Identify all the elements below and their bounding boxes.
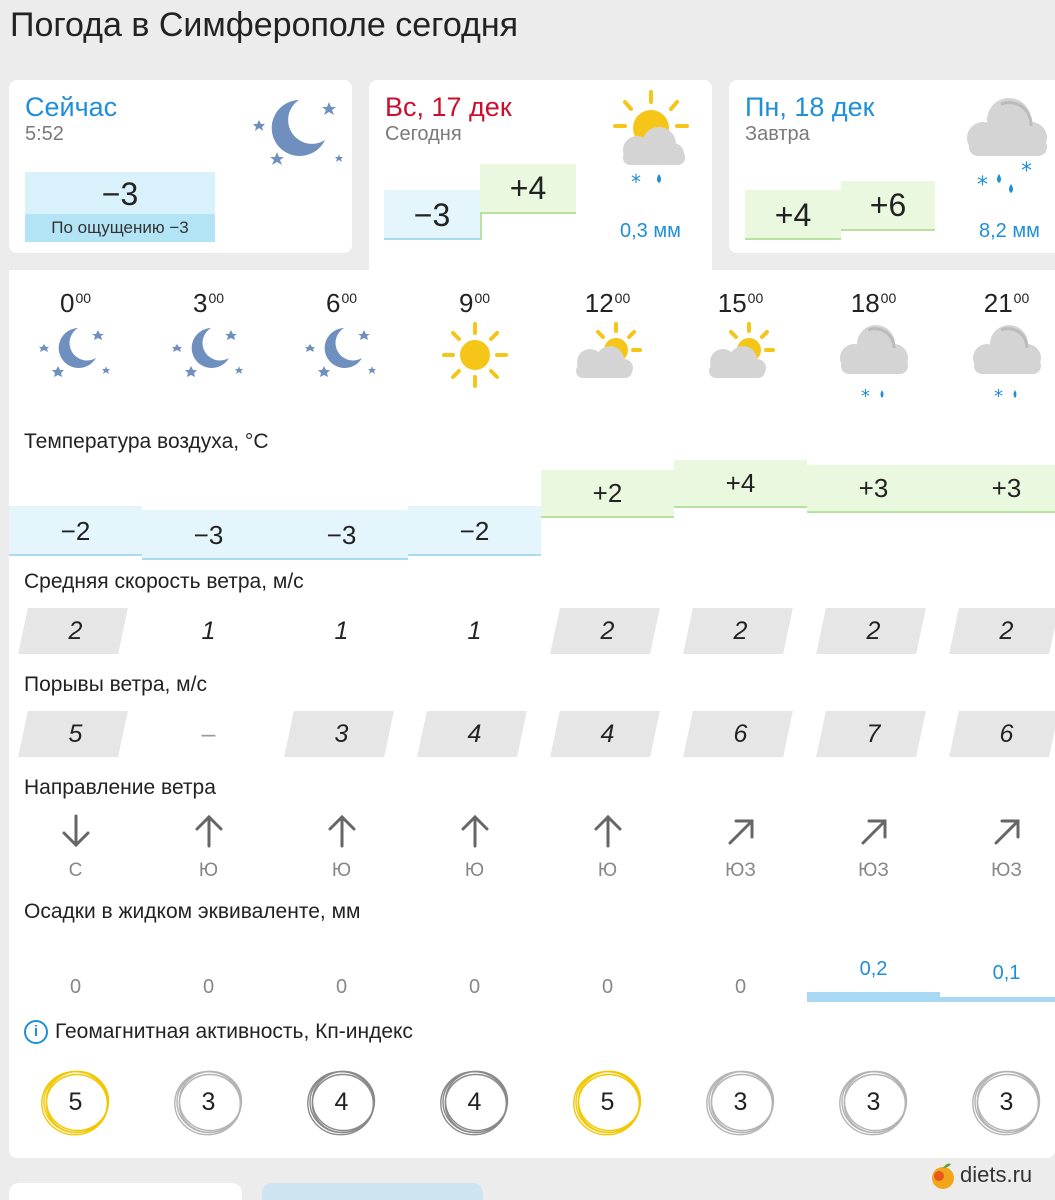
wind-direction-label: ЮЗ [725, 860, 756, 881]
wind-gust-cell [408, 711, 541, 757]
wind-speed-value: 2 [600, 617, 615, 645]
moon-stars-icon [36, 320, 116, 384]
wind-speed-cell [142, 608, 275, 654]
kp-index-value: 3 [201, 1088, 216, 1116]
wind-gust-cell [9, 711, 142, 757]
wind-direction-label: ЮЗ [991, 860, 1022, 881]
section-label-wind_gusts: Порывы ветра, м/с [24, 673, 207, 696]
now-time: 5:52 [25, 123, 64, 145]
wind-speed-cell [541, 608, 674, 654]
hour-label [541, 288, 674, 319]
current-temperature-box [25, 172, 215, 242]
precipitation-value: 0 [202, 976, 215, 998]
wind-gust-cell [674, 711, 807, 757]
arrow-down-icon [59, 812, 93, 850]
arrow-up-icon [458, 812, 492, 850]
cloud-snow-rain-icon [967, 320, 1047, 404]
wind-gust-cell [142, 711, 275, 757]
now-label: Сейчас [25, 92, 118, 122]
wind-direction-arrow [541, 812, 674, 852]
section-label-wind_direction: Направление ветра [24, 776, 216, 799]
temperature-cell: −2 [408, 506, 541, 556]
minute-value: 00 [880, 290, 897, 306]
precipitation-value: 0,1 [992, 962, 1021, 984]
arrow-up-right-icon [990, 812, 1024, 850]
info-icon[interactable]: i [24, 1020, 48, 1044]
temperature-cell: +3 [807, 465, 940, 513]
sun-cloud-icon [568, 320, 648, 384]
kp-index-value: 3 [999, 1088, 1014, 1116]
temperature-cell: +3 [940, 465, 1055, 513]
wind-gust-value: 7 [866, 720, 881, 748]
minute-value: 00 [1013, 290, 1030, 306]
wind-speed-value: 2 [733, 617, 748, 645]
wind-gust-cell [807, 711, 940, 757]
wind-direction-arrow [9, 812, 142, 852]
temperature-cell: +2 [541, 470, 674, 518]
wind-gust-value: 6 [999, 720, 1014, 748]
hour-value: 12 [584, 288, 614, 318]
hour-value: 6 [325, 288, 341, 318]
minute-value: 00 [341, 290, 358, 306]
wind-direction-label: Ю [464, 860, 485, 881]
wind-direction-label: Ю [331, 860, 352, 881]
wind-speed-value: 1 [334, 617, 349, 645]
step-connector [480, 214, 482, 240]
sun-icon [440, 320, 510, 390]
minute-value: 00 [614, 290, 631, 306]
wind-direction-label: Ю [597, 860, 618, 881]
kp-index-value: 5 [68, 1088, 83, 1116]
kp-index-value: 3 [866, 1088, 881, 1116]
wind-gust-value: 5 [68, 720, 83, 748]
hour-weather-icon-cell [674, 320, 807, 410]
sun-cloud-snow-rain-icon [607, 88, 697, 193]
wind-speed-cell [807, 608, 940, 654]
hour-label [275, 288, 408, 319]
wind-direction-label: С [68, 860, 83, 881]
hour-weather-icon-cell [408, 320, 541, 410]
tomorrow-card[interactable] [729, 80, 1055, 253]
section-label-wind_speed: Средняя скорость ветра, м/с [24, 570, 304, 593]
wind-gust-value: 3 [334, 720, 349, 748]
precipitation-value: 0 [468, 976, 481, 998]
wind-speed-value: 1 [467, 617, 482, 645]
precipitation-value: 0 [335, 976, 348, 998]
arrow-up-right-icon [724, 812, 758, 850]
wind-speed-value: 2 [999, 617, 1014, 645]
kp-index-value: 5 [600, 1088, 615, 1116]
hourly-forecast-card [9, 270, 1055, 1158]
tomorrow-sub: Завтра [745, 123, 810, 145]
hour-value: 15 [717, 288, 747, 318]
temperature-cell: +4 [674, 460, 807, 508]
cloud-snow-rain-icon [961, 94, 1055, 194]
kp-index-cell [940, 1062, 1055, 1142]
tomorrow-max-temp: +6 [841, 181, 935, 231]
kp-index-cell [541, 1062, 674, 1142]
page-title: Погода в Симферополе сегодня [10, 6, 519, 44]
wind-speed-cell [408, 608, 541, 654]
hour-value: 0 [59, 288, 75, 318]
kp-index-value: 3 [733, 1088, 748, 1116]
minute-value: 00 [208, 290, 225, 306]
wind-direction-arrow [275, 812, 408, 852]
wind-direction-arrow [940, 812, 1055, 852]
current-weather-card[interactable] [9, 80, 352, 253]
wind-direction-label: ЮЗ [858, 860, 889, 881]
hour-label [408, 288, 541, 319]
wind-speed-value: 2 [68, 617, 83, 645]
svg-text:*: * [977, 173, 988, 194]
kp-index-cell [275, 1062, 408, 1142]
bottom-tab[interactable] [262, 1183, 483, 1200]
tomorrow-precipitation: 8,2 мм [979, 220, 1040, 242]
hour-label [9, 288, 142, 319]
hour-value: 3 [192, 288, 208, 318]
section-label-precipitation: Осадки в жидком эквиваленте, мм [24, 900, 361, 923]
apple-logo-icon [930, 1162, 956, 1190]
hour-weather-icon-cell [275, 320, 408, 410]
arrow-up-icon [325, 812, 359, 850]
today-card[interactable] [369, 80, 712, 270]
svg-text:*: * [631, 170, 641, 193]
kp-index-cell [142, 1062, 275, 1142]
today-sub: Сегодня [385, 123, 462, 145]
svg-text:*: * [1021, 159, 1032, 184]
hour-weather-icon-cell [142, 320, 275, 410]
wind-speed-value: 2 [866, 617, 881, 645]
kp-index-cell [674, 1062, 807, 1142]
precipitation-value: 0,2 [859, 958, 888, 980]
hour-value: 18 [850, 288, 880, 318]
hour-weather-icon-cell [9, 320, 142, 410]
watermark: diets.ru [930, 1162, 1032, 1190]
wind-gust-value: 4 [600, 720, 615, 748]
hour-label [807, 288, 940, 319]
precipitation-bar [807, 992, 940, 1002]
svg-text:*: * [993, 386, 1003, 404]
minute-value: 00 [747, 290, 764, 306]
minute-value: 00 [474, 290, 491, 306]
kp-index-cell [807, 1062, 940, 1142]
wind-direction-arrow [142, 812, 275, 852]
wind-gust-cell [275, 711, 408, 757]
tomorrow-min-temp: +4 [745, 190, 841, 240]
precipitation-value: 0 [734, 976, 747, 998]
hour-weather-icon-cell [940, 320, 1055, 410]
wind-speed-cell [940, 608, 1055, 654]
temperature-cell: −2 [9, 506, 142, 556]
wind-gust-value: – [201, 720, 216, 748]
temperature-cell: −3 [142, 510, 275, 560]
wind-gust-cell [940, 711, 1055, 757]
temperature-cell: −3 [275, 510, 408, 560]
wind-direction-arrow [674, 812, 807, 852]
wind-direction-arrow [807, 812, 940, 852]
svg-text:*: * [860, 386, 870, 404]
sun-cloud-icon [701, 320, 781, 384]
hour-value: 9 [458, 288, 474, 318]
hour-value: 21 [983, 288, 1013, 318]
feels-like: По ощущению −3 [25, 214, 215, 242]
minute-value: 00 [75, 290, 92, 306]
precipitation-value: 0 [601, 976, 614, 998]
wind-speed-cell [275, 608, 408, 654]
today-min-temp: −3 [384, 190, 480, 240]
kp-index-value: 4 [334, 1088, 349, 1116]
arrow-up-icon [591, 812, 625, 850]
wind-speed-cell [674, 608, 807, 654]
moon-stars-icon [169, 320, 249, 384]
precipitation-bar [940, 997, 1055, 1002]
wind-gust-value: 4 [467, 720, 482, 748]
wind-speed-cell [9, 608, 142, 654]
section-label-geomagnetic: Геомагнитная активность, Кп-индекс [55, 1020, 413, 1043]
hour-label [674, 288, 807, 319]
cloud-snow-rain-icon [834, 320, 914, 404]
wind-gust-cell [541, 711, 674, 757]
hour-weather-icon-cell [807, 320, 940, 410]
moon-stars-icon [241, 88, 351, 178]
hour-label [940, 288, 1055, 319]
wind-speed-value: 1 [201, 617, 216, 645]
hour-weather-icon-cell [541, 320, 674, 410]
wind-direction-label: Ю [198, 860, 219, 881]
kp-index-cell [9, 1062, 142, 1142]
tomorrow-label: Пн, 18 дек [745, 92, 875, 122]
today-label: Вс, 17 дек [385, 92, 512, 122]
kp-index-value: 4 [467, 1088, 482, 1116]
arrow-up-right-icon [857, 812, 891, 850]
kp-index-cell [408, 1062, 541, 1142]
section-label-temperature: Температура воздуха, °C [24, 430, 269, 453]
wind-direction-arrow [408, 812, 541, 852]
bottom-tab[interactable] [9, 1183, 242, 1200]
arrow-up-icon [192, 812, 226, 850]
hour-label [142, 288, 275, 319]
precipitation-value: 0 [69, 976, 82, 998]
current-temperature: −3 [101, 176, 139, 212]
today-precipitation: 0,3 мм [620, 220, 681, 242]
moon-stars-icon [302, 320, 382, 384]
wind-gust-value: 6 [733, 720, 748, 748]
today-max-temp: +4 [480, 164, 576, 214]
